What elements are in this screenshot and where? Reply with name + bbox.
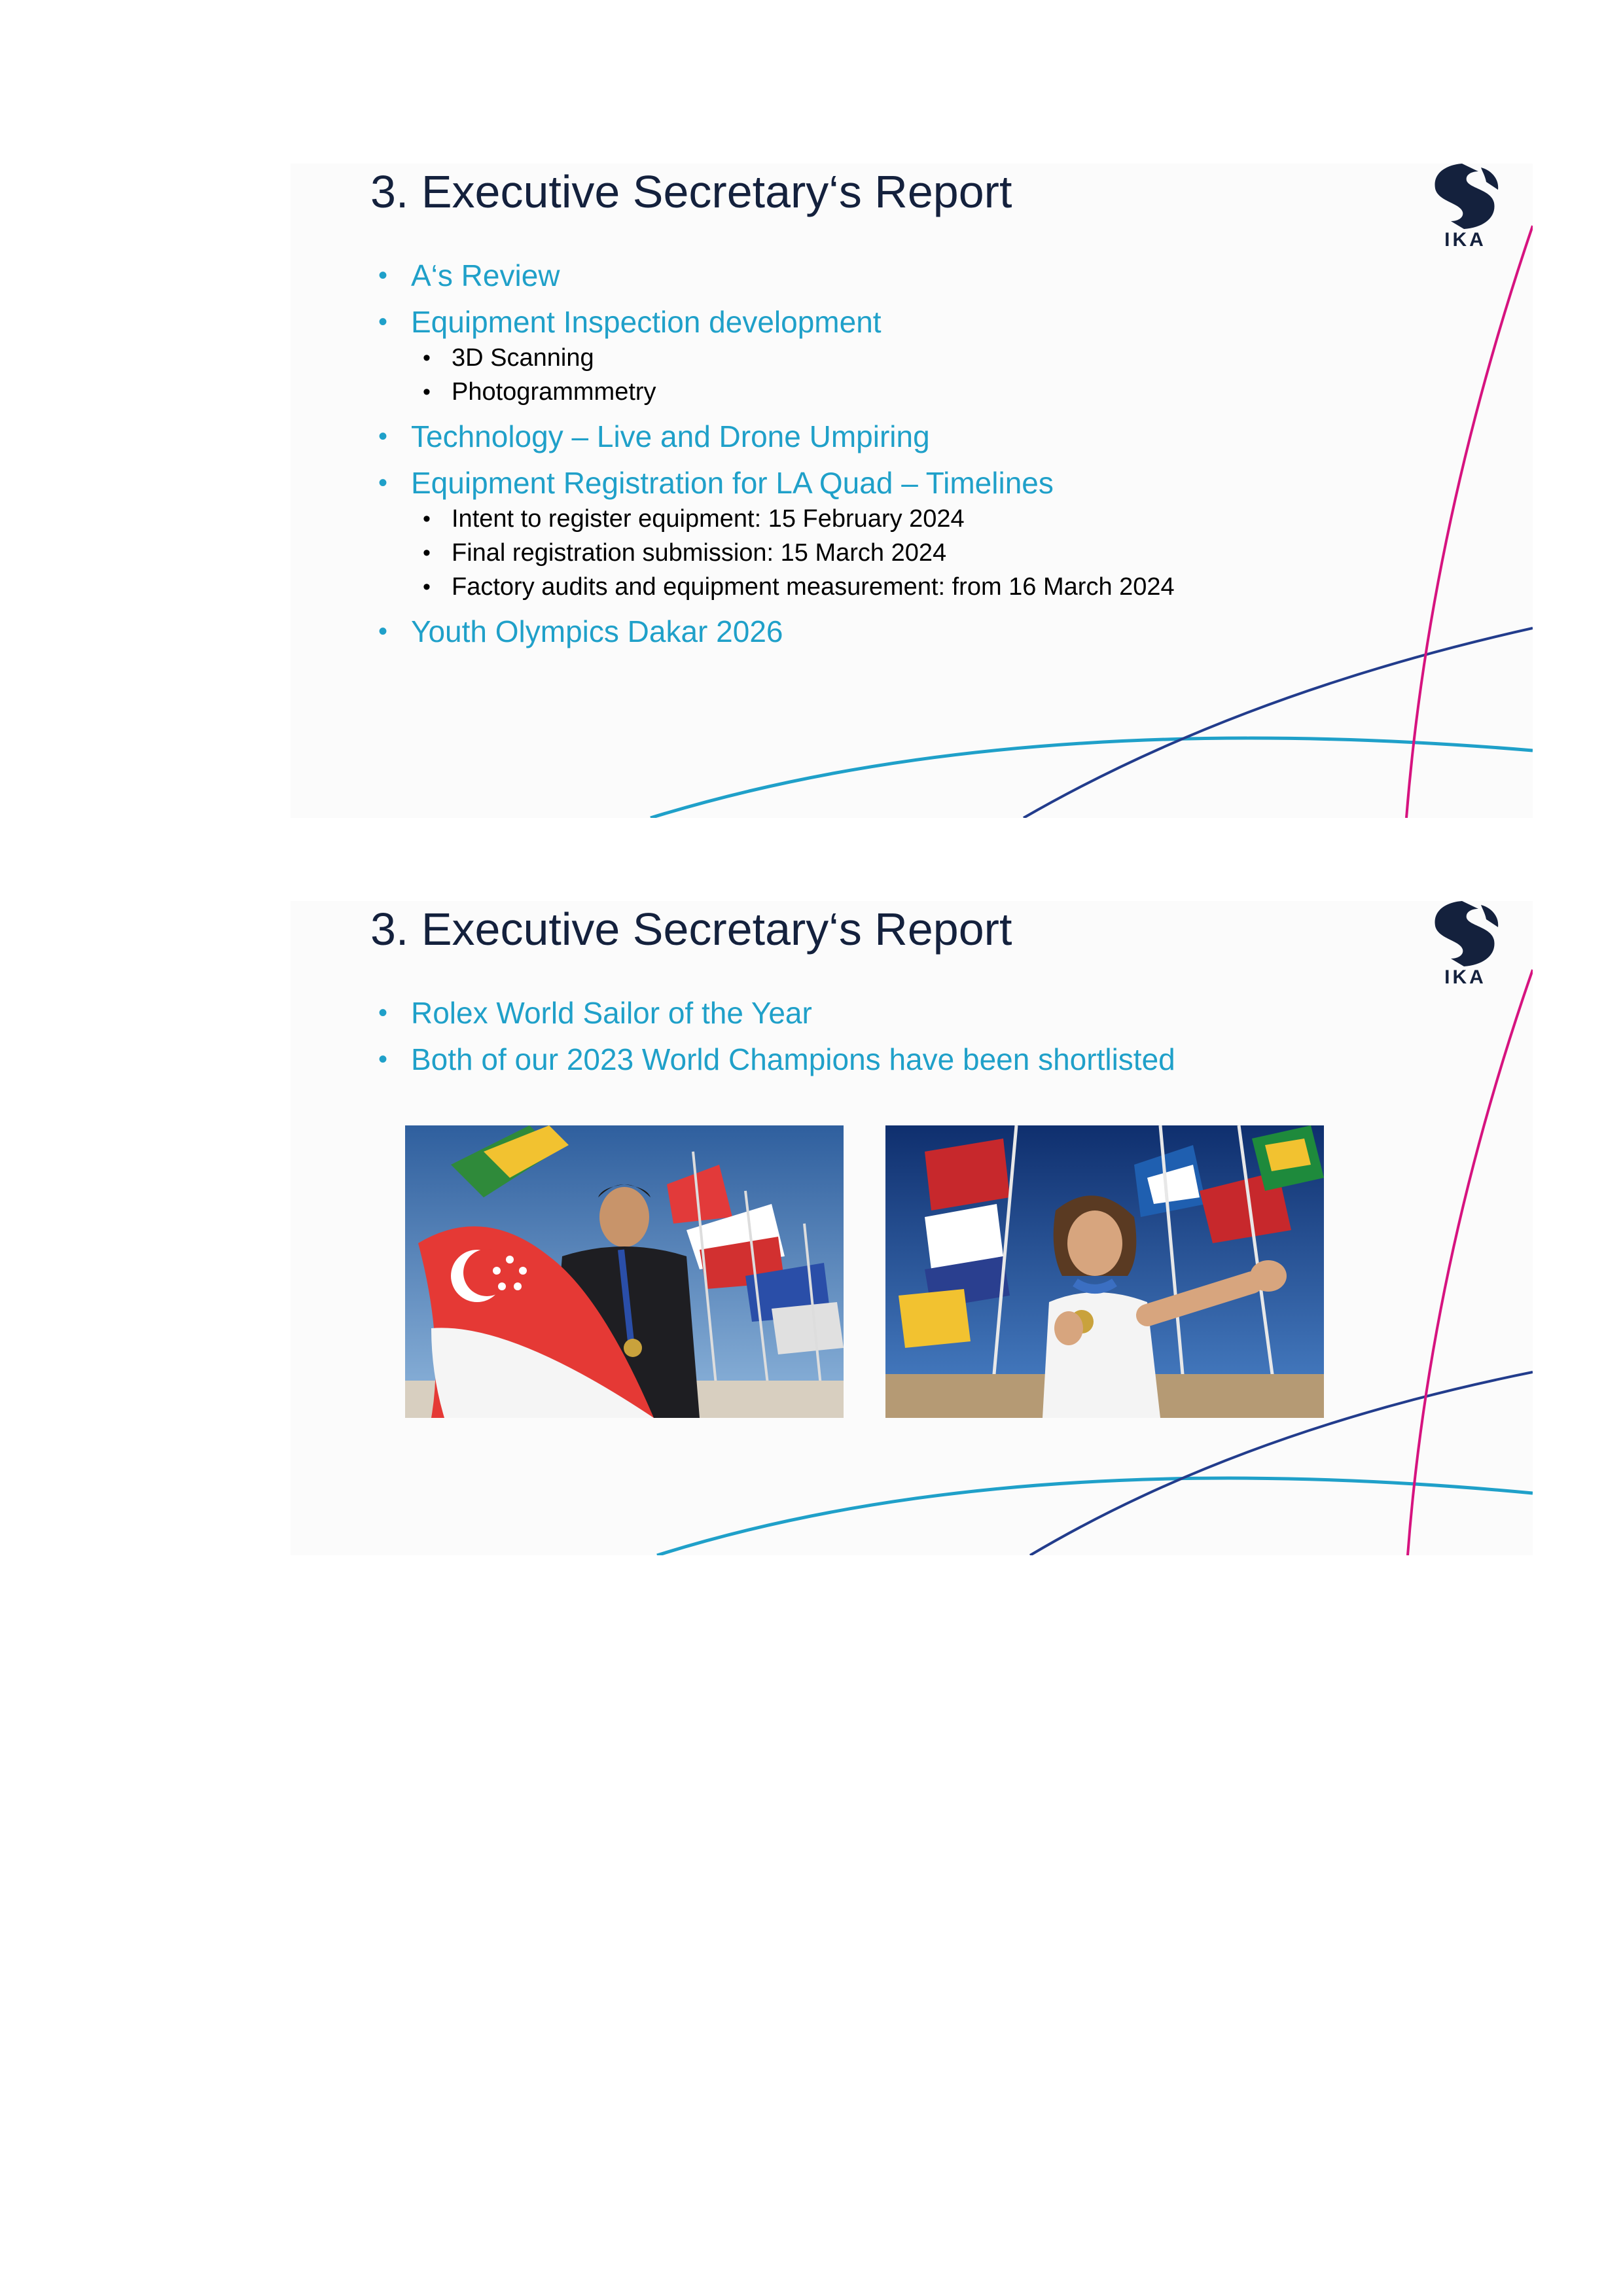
sub-bullet-list	[370, 502, 1175, 612]
bullet-item: • Technology – Live and Drone Umpiring	[370, 417, 1175, 464]
sub-bullet-list	[370, 341, 1175, 417]
sub-bullet-item: • Photogrammmetry	[370, 375, 1175, 409]
ika-logo	[1426, 901, 1505, 986]
svg-text:IKA: IKA	[1444, 229, 1486, 249]
bullet-item: • Youth Olympics Dakar 2026	[370, 612, 1175, 659]
photo-champion-singapore	[405, 1125, 844, 1418]
bullet-text: Equipment Registration for LA Quad – Timelines	[411, 466, 1054, 500]
bullet-text: Equipment Inspection development	[411, 305, 882, 339]
photo-champion-medal	[885, 1125, 1324, 1418]
sub-bullet-item: • Factory audits and equipment measurement: from 16 March 2024	[370, 570, 1175, 604]
ika-logo	[1426, 164, 1505, 249]
bullet-item: • Rolex World Sailor of the Year	[370, 994, 1175, 1040]
bullet-item	[370, 464, 1175, 612]
bullet-item: • A‘s Review	[370, 256, 1175, 303]
ika-logo-icon	[1426, 901, 1505, 986]
ika-logo-icon	[1426, 164, 1505, 249]
sub-bullet-item: • Final registration submission: 15 March 2024	[370, 536, 1175, 570]
sub-bullet-item: • Intent to register equipment: 15 February 2024	[370, 502, 1175, 536]
svg-text:IKA: IKA	[1444, 966, 1486, 986]
photo-image	[885, 1125, 1324, 1418]
slide-1	[291, 164, 1533, 818]
slide-2	[291, 901, 1533, 1555]
bullet-item	[370, 303, 1175, 417]
photo-image	[405, 1125, 844, 1418]
bullet-list	[370, 994, 1175, 1087]
bullet-item: • Both of our 2023 World Champions have been shortlisted	[370, 1040, 1175, 1087]
bullet-list	[370, 256, 1175, 659]
slide-title: 3. Executive Secretary‘s Report	[370, 904, 1012, 955]
slide-title: 3. Executive Secretary‘s Report	[370, 166, 1012, 217]
sub-bullet-item: • 3D Scanning	[370, 341, 1175, 375]
